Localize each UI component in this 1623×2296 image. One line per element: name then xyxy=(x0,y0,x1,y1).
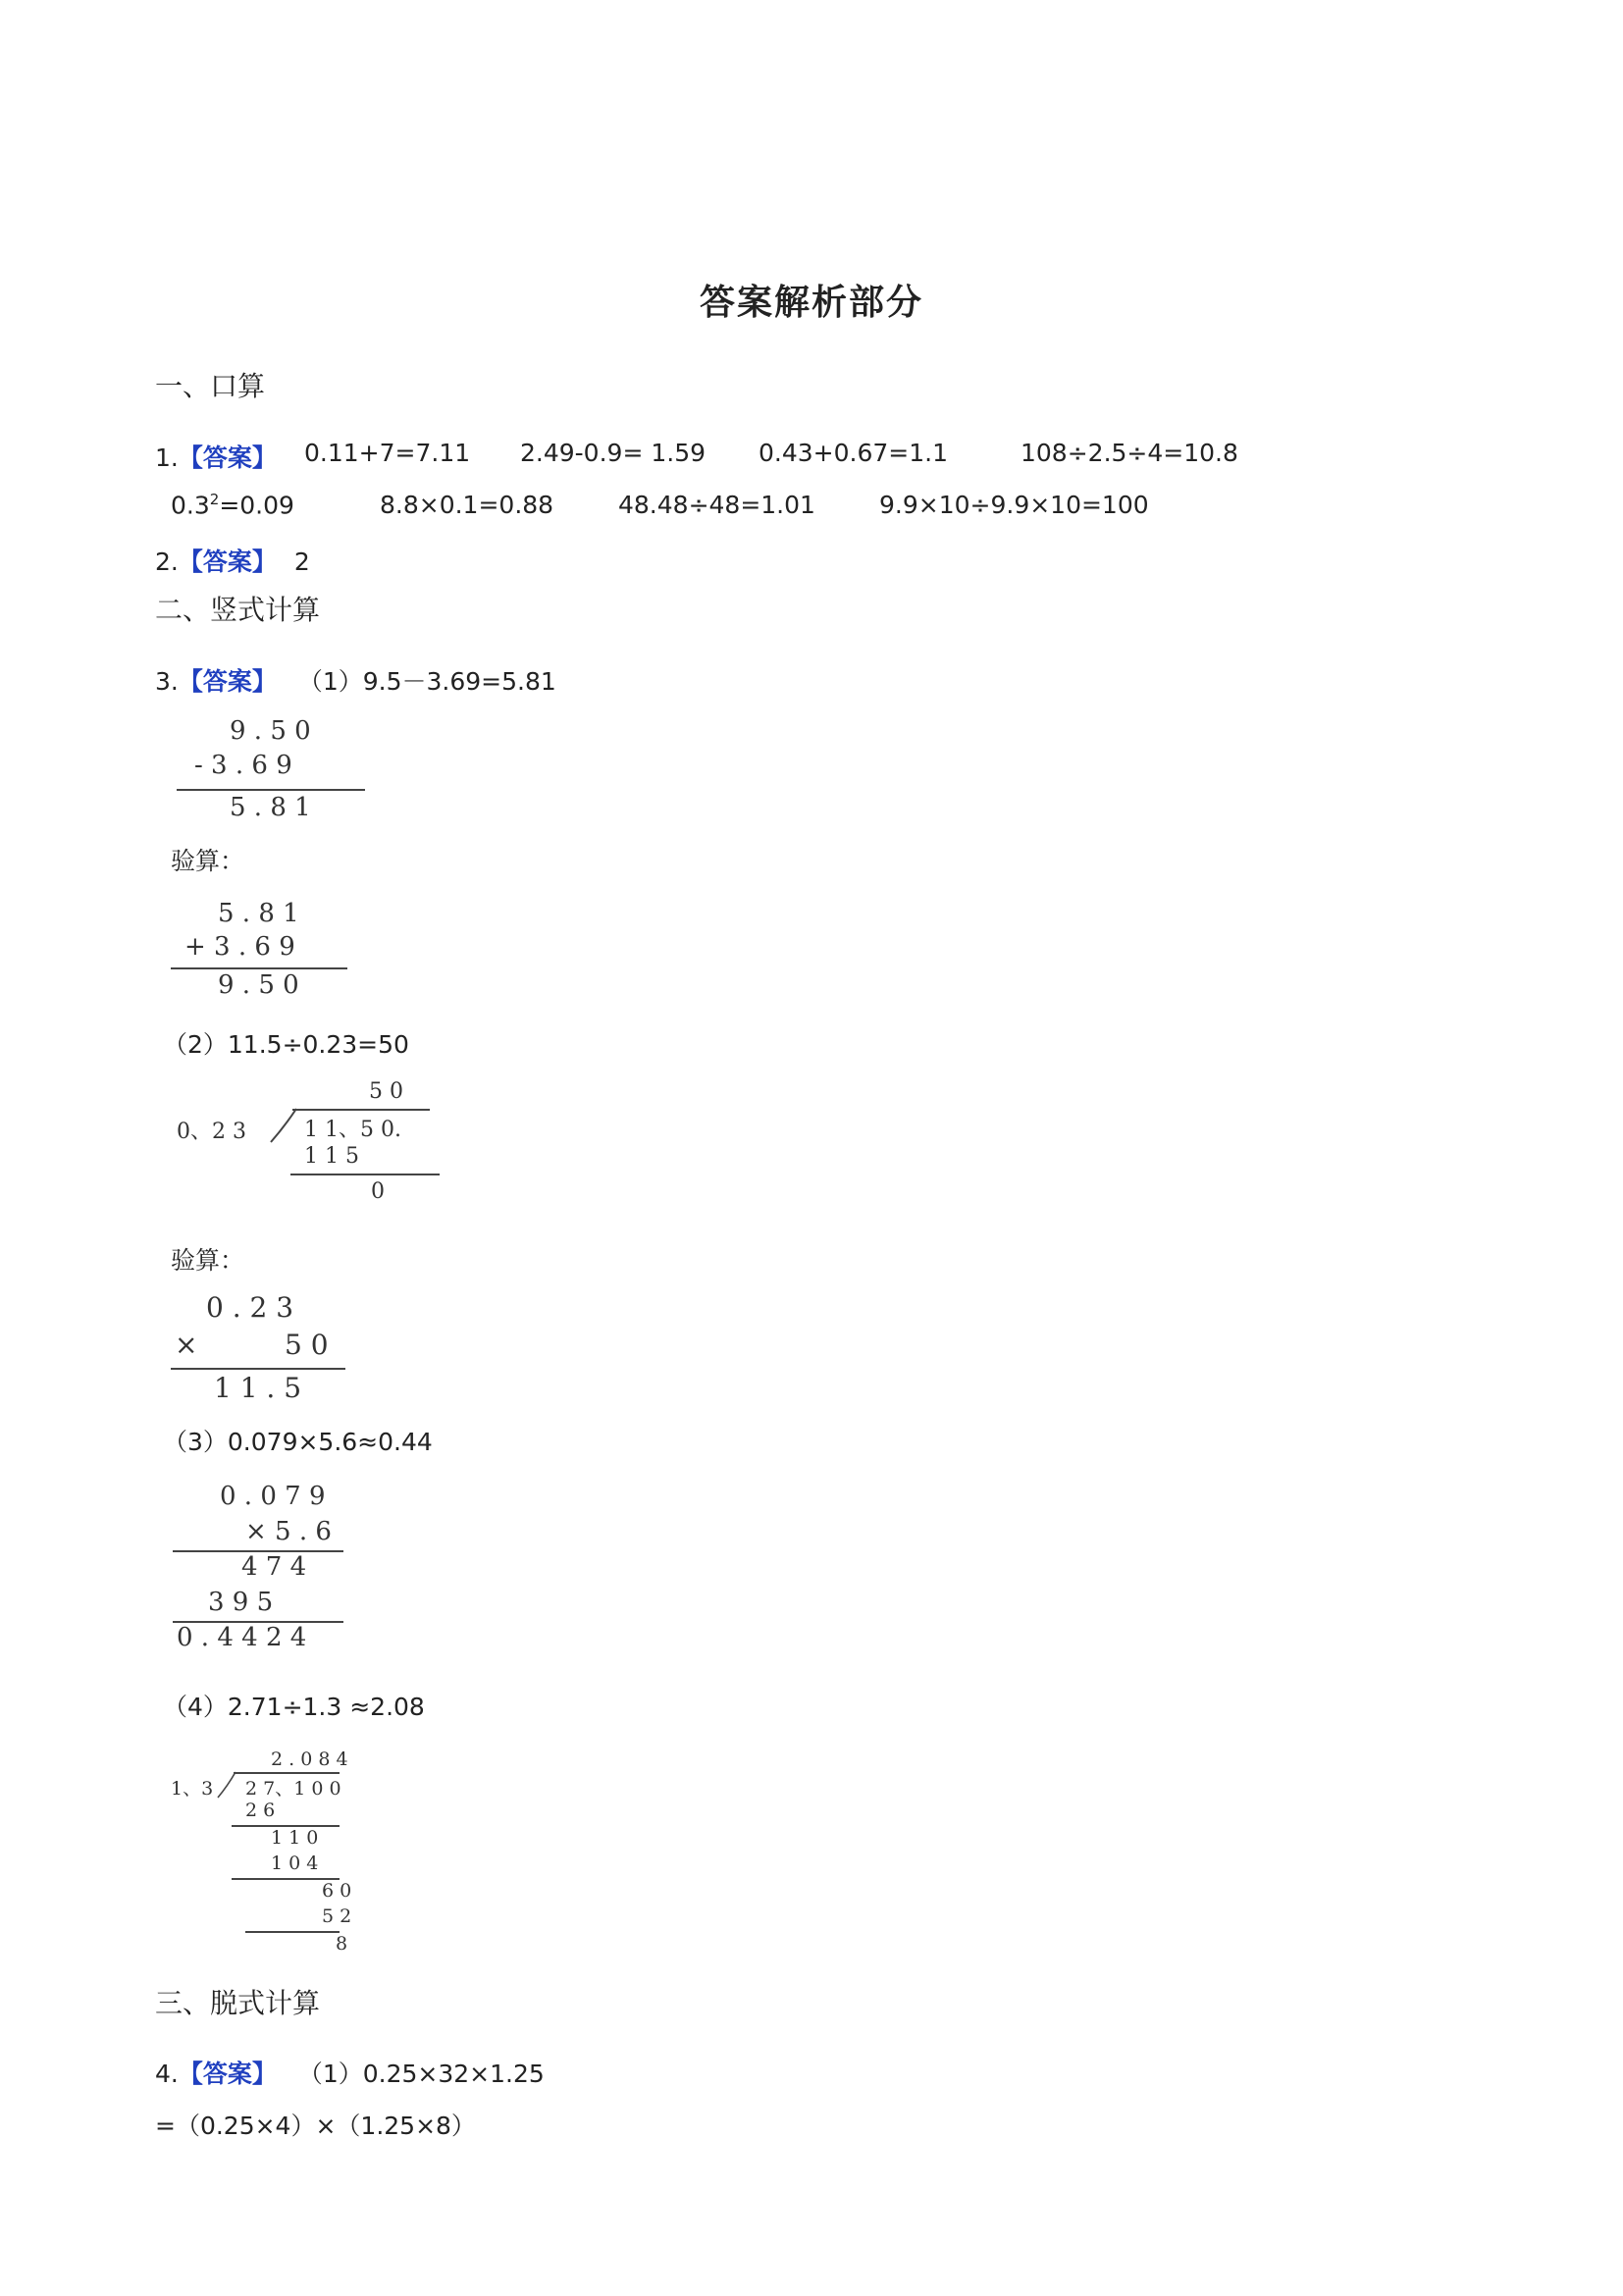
calc-row: 0 . 2 3 xyxy=(206,1291,294,1324)
q3-part2-equation: （2）11.5÷0.23=50 xyxy=(163,1030,409,1059)
calc-operator: × xyxy=(175,1329,198,1361)
q1-item: 9.9×10÷9.9×10=100 xyxy=(879,491,1149,519)
q1-square-base: 0.3 xyxy=(171,491,210,520)
calc-line xyxy=(171,1368,345,1370)
calc-row: 2 6 xyxy=(245,1800,276,1821)
answer-tag: 【答案】 xyxy=(178,2060,277,2088)
calc-row: 6 0 xyxy=(322,1880,352,1902)
q2-number: 2. xyxy=(155,548,179,576)
calc-row: 9 . 5 0 xyxy=(218,970,299,1000)
calc-row: 1 0 4 xyxy=(271,1852,319,1874)
q4-part1-expression: （1）0.25×32×1.25 xyxy=(297,2060,545,2088)
q3-part1-equation: （1）9.5－3.69=5.81 xyxy=(297,667,556,696)
calc-row: 5 2 xyxy=(322,1905,352,1927)
divisor: 1、3 xyxy=(171,1778,214,1800)
q3-part4-equation: （4）2.71÷1.3 ≈2.08 xyxy=(163,1693,425,1721)
q2-answer: 2 xyxy=(293,548,310,576)
calc-row: 0 . 0 7 9 xyxy=(220,1482,326,1511)
section-heading-stepwise: 三、脱式计算 xyxy=(155,1987,321,2019)
calc-row: 1 1 5 xyxy=(304,1144,359,1169)
q3-part3-equation: （3）0.079×5.6≈0.44 xyxy=(163,1428,433,1456)
q4-line xyxy=(155,2055,545,2090)
calc-row: 0 . 4 4 2 4 xyxy=(177,1623,307,1652)
calc-line xyxy=(290,1174,440,1175)
calc-row: 1 1 0 xyxy=(271,1827,319,1849)
division-bracket-icon xyxy=(267,1107,300,1146)
calc-row: 9 . 5 0 xyxy=(230,716,311,746)
division-bracket-icon xyxy=(214,1770,239,1801)
q1-item: 0.43+0.67=1.1 xyxy=(759,439,948,467)
calc-line xyxy=(177,789,365,791)
calc-line xyxy=(245,1931,340,1933)
calc-row: 5 . 8 1 xyxy=(230,793,311,822)
q1-number: 1. xyxy=(155,444,179,472)
section-heading-oral: 一、口算 xyxy=(155,370,266,402)
q1-item: 48.48÷48=1.01 xyxy=(618,491,815,519)
q1-square-result: =0.09 xyxy=(219,491,294,520)
calc-row: + 3 . 6 9 xyxy=(184,932,295,962)
q3-number: 3. xyxy=(155,667,179,696)
q2-line xyxy=(155,543,310,578)
dividend: 2 7、1 0 0 xyxy=(245,1778,341,1800)
division-bar xyxy=(292,1109,430,1111)
calc-row: 0 xyxy=(371,1179,385,1204)
calc-row: 4 7 4 xyxy=(241,1552,307,1582)
answer-tag: 【答案】 xyxy=(178,667,277,696)
check-label: 验算： xyxy=(171,1246,245,1275)
calc-row: 1 1 . 5 xyxy=(214,1372,302,1404)
section-heading-vertical: 二、竖式计算 xyxy=(155,594,321,626)
answer-tag: 【答案】 xyxy=(178,548,277,576)
quotient: 5 0 xyxy=(369,1079,403,1104)
calc-row: 8 xyxy=(336,1933,348,1955)
check-label: 验算： xyxy=(171,847,245,875)
q1-line-1 xyxy=(155,439,277,474)
calc-row: - 3 . 6 9 xyxy=(194,751,292,780)
divisor: 0、2 3 xyxy=(177,1120,246,1144)
q1-square-exponent: 2 xyxy=(209,491,220,508)
q1-item-square xyxy=(171,491,294,519)
q1-item: 2.49-0.9= 1.59 xyxy=(520,439,707,467)
answer-tag: 【答案】 xyxy=(178,444,277,472)
q3-line xyxy=(155,662,556,698)
q1-item: 108÷2.5÷4=10.8 xyxy=(1021,439,1238,467)
q1-item: 0.11+7=7.11 xyxy=(304,439,471,467)
calc-row: × 5 . 6 xyxy=(245,1517,332,1546)
calc-line xyxy=(171,967,347,969)
page-title: 答案解析部分 xyxy=(699,283,923,323)
q4-number: 4. xyxy=(155,2060,179,2088)
calc-row: 5 . 8 1 xyxy=(218,899,299,928)
calc-row: 5 0 xyxy=(285,1329,329,1361)
q4-step-line: =（0.25×4）×（1.25×8） xyxy=(155,2112,476,2140)
q1-item: 8.8×0.1=0.88 xyxy=(380,491,554,519)
quotient: 2 . 0 8 4 xyxy=(271,1748,348,1770)
dividend: 1 1、5 0. xyxy=(304,1118,401,1142)
calc-row: 3 9 5 xyxy=(208,1588,274,1617)
